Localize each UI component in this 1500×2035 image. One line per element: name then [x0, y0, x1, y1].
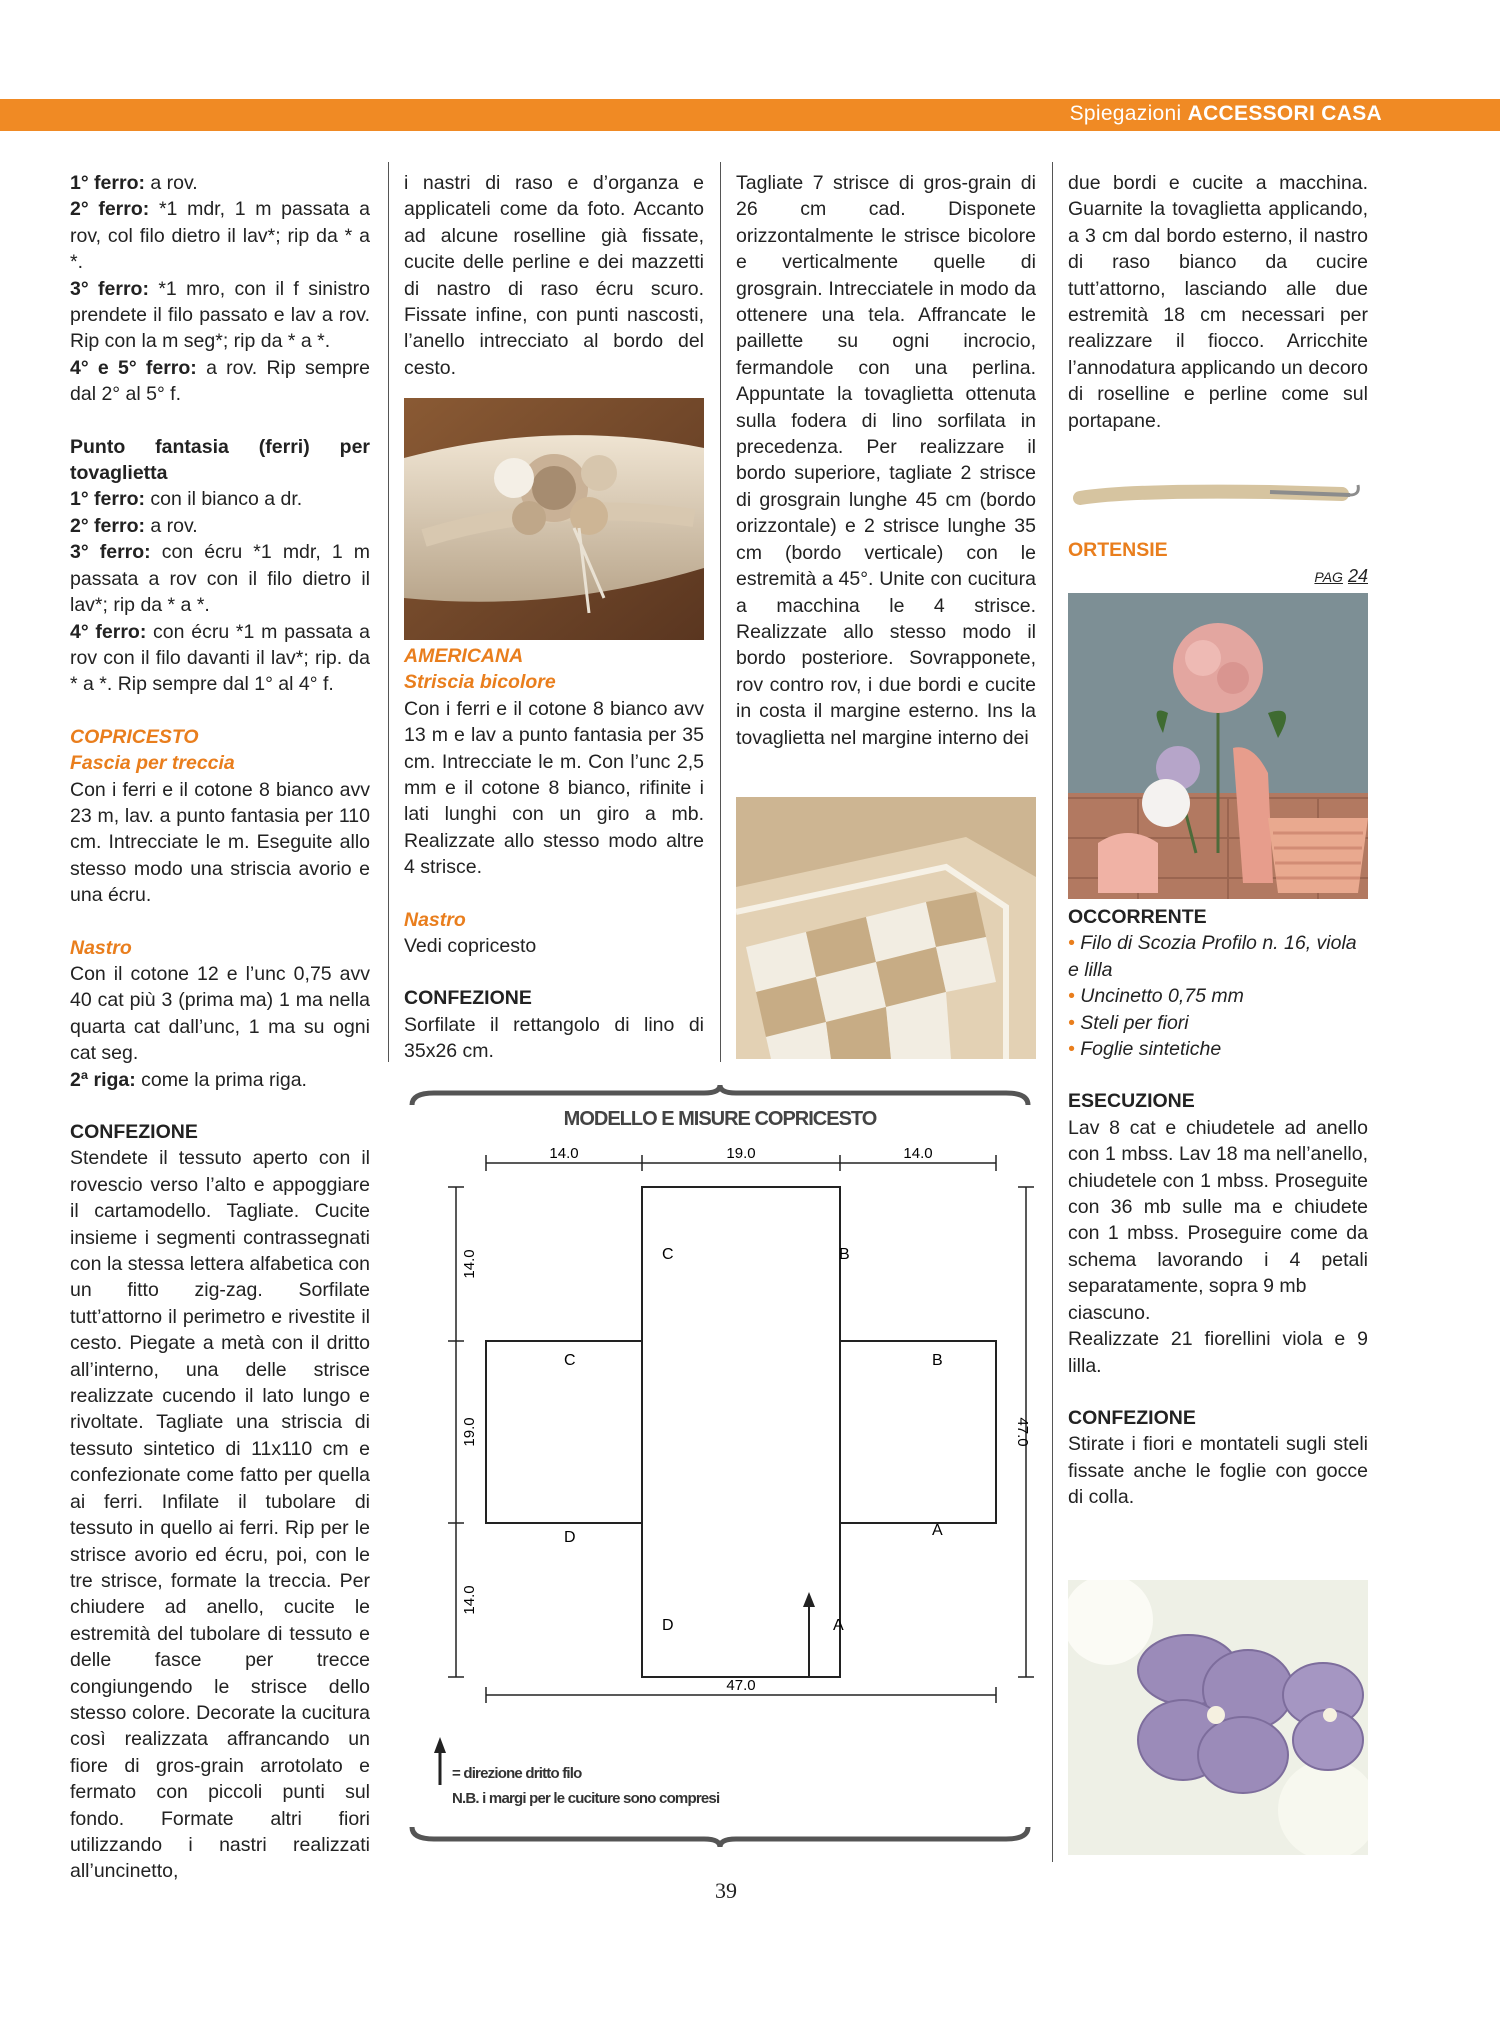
americana-text: Con i ferri e il cotone 8 bianco avv 13 m e lav a punto fantasia per 35 cm. Intrecciate le m. Con l’unc 2,5 mm e il cotone 8 bianco, rifinite i lati lunghi con un giro a mb. Realizzate allo stesso modo altre 4 strisce.: [404, 697, 704, 879]
bottom-brace: [412, 1827, 1028, 1847]
header-prefix: Spiegazioni: [1069, 102, 1182, 125]
pf-1-text: con il bianco a dr.: [144, 488, 303, 511]
copricesto-title: COPRICESTO: [70, 725, 199, 748]
ferro-1-label: 1° ferro:: [70, 172, 145, 194]
column-2: [404, 170, 704, 381]
letter-b-top: B: [839, 1246, 850, 1263]
ortensie-heading-block: [1068, 537, 1368, 591]
column-2-lower: [404, 643, 704, 1065]
diagram-title: MODELLO E MISURE COPRICESTO: [563, 1108, 877, 1130]
bullet-icon: •: [1068, 1038, 1081, 1061]
americana-title: AMERICANA: [404, 645, 524, 667]
col4-intro-text: due bordi e cucite a macchina. Guarnite la tovaglietta applicando, a 3 cm dal bordo esterno, il nastro di raso bianco da cucire tutt’attorno, lasciando alle due estremità 18 cm necessari per realizzare il fiocco. Arricchite l’annodatura applicando un decoro di roselline e perline come sul portapane.: [1068, 172, 1368, 432]
letter-a-bottom: A: [833, 1617, 844, 1634]
top-brace: [412, 1085, 1028, 1105]
occorrente-item: [1068, 983, 1368, 1009]
ferro-3-text: *1 mro, con il f sinistro prendete il filo passato e lav a rov. Rip con la m seg*; rip da * a *.: [70, 277, 370, 353]
letter-c-top: C: [662, 1246, 674, 1263]
column-divider: [388, 162, 389, 1062]
ortensie-title: ORTENSIE: [1068, 539, 1168, 561]
bottom-dim: 47.0: [726, 1677, 756, 1694]
pf-3-text: con écru *1 mdr, 1 m passata a rov con il filo dietro il lav*; rip da * a *.: [70, 541, 371, 617]
right-dim: 47.0: [1014, 1417, 1031, 1447]
hydrangea-photo: [1068, 593, 1368, 899]
esecuzione-title: ESECUZIONE: [1068, 1090, 1195, 1113]
nastro-title: Nastro: [70, 936, 132, 959]
bullet-icon: •: [1068, 1011, 1081, 1034]
pf-1-label: 1° ferro:: [70, 488, 145, 511]
letter-d-bottom: D: [662, 1617, 674, 1634]
placemat-photo: [736, 797, 1036, 1059]
crochet-hook-image: [1070, 470, 1366, 520]
nastro-2-title: Nastro: [404, 908, 466, 931]
pf-2-text: a rov.: [144, 514, 198, 537]
ferro-1-text: a rov.: [144, 172, 198, 194]
letter-b-mid: B: [932, 1352, 943, 1369]
occorrente-item: [1068, 1010, 1368, 1036]
copricesto-text: Con i ferri e il cotone 8 bianco avv 23 m, lav. a punto fantasia per 110 cm. Intrecciate le m. Eseguite allo stesso modo una striscia avorio e una écru.: [70, 778, 370, 907]
copricesto-subtitle: Fascia per treccia: [70, 752, 235, 775]
occorrente-item-text: Foglie sintetiche: [1080, 1038, 1222, 1061]
occorrente-list: [1068, 930, 1368, 1062]
column-divider: [720, 162, 721, 1062]
col3-text: Tagliate 7 strisce di gros-grain di 26 cm cad. Disponete orizzontalmente le strisce bicolore e verticalmente quelle di grosgrain. Intrecciatele in modo da ottenere una tela. Affrancate le paillette su ogni incrocio, fermandole con una perlina. Appuntate la tovaglietta ottenuta sulla fodera di lino sorfilata in precedenza. Per realizzare il bordo superiore, tagliate 2 strisce di grosgrain lunghe 45 cm (bordo orizzontale) e 2 strisce lunghe 35 cm (bordo verticale) con le estremità a 45°. Unite con cucitura a macchina le 4 strisce. Realizzate allo stesso modo il bordo posteriore. Sovrapponete, rov contro rov, i due bordi e cucite in costa il margine esterno. Ins la tovaglietta nel margine interno dei: [736, 172, 1036, 749]
left-dim-3: 14.0: [461, 1585, 478, 1615]
occorrente-title: OCCORRENTE: [1068, 906, 1207, 928]
bullet-icon: •: [1068, 932, 1081, 955]
ferro-2-text: *1 mdr, 1 m passata a rov, col filo dietro il lav*; rip da * a *.: [70, 198, 370, 274]
top-dim-1: 14.0: [549, 1145, 579, 1162]
grain-arrow-head: [803, 1592, 815, 1607]
crochet-flowers-photo: [1068, 1580, 1368, 1855]
riga-2-label: 2ª riga:: [70, 1068, 136, 1091]
column-4-lower: [1068, 904, 1368, 1511]
pf-4-text: con écru *1 m passata a rov con il filo davanti il lav*; rip. da * a *. Rip sempre dal 1° al 4° f.: [70, 620, 370, 696]
cross-pattern-outline: [486, 1187, 996, 1677]
letter-d-mid: D: [564, 1529, 576, 1546]
top-dim-2: 19.0: [726, 1145, 756, 1162]
left-dim-2: 19.0: [461, 1417, 478, 1447]
occorrente-item-text: Filo di Scozia Profilo n. 16, viola e lilla: [1068, 932, 1357, 981]
column-divider: [1052, 162, 1053, 1862]
esecuzione-text-2: ciascuno.: [1068, 1301, 1151, 1324]
header-bar: [0, 99, 1500, 131]
americana-subtitle: Striscia bicolore: [404, 671, 556, 694]
header-title: ACCESSORI CASA: [1187, 102, 1382, 125]
column-3: [736, 170, 1036, 751]
ferro-2-label: 2° ferro:: [70, 198, 150, 221]
pag-label: PAG: [1314, 569, 1343, 586]
column-1: [70, 170, 370, 1885]
confezione-2-text: Sorfilate il rettangolo di lino di 35x26 cm.: [404, 1013, 704, 1063]
pag-number: 24: [1347, 566, 1368, 587]
occorrente-item: [1068, 930, 1368, 983]
left-dim-1: 14.0: [461, 1249, 478, 1279]
confezione-2-title: CONFEZIONE: [404, 987, 532, 1010]
confezione-text: Stendete il tessuto aperto con il rovescio verso l’alto e appoggiare il cartamodello. Tagliate. Cucite insieme i segmenti contrassegnati con la stessa lettera alfabetica con un fitto zig-zag. Sorfilate tutt’attorno il perimetro e rivestite il cesto. Piegate a metà con il dritto all’interno, una delle strisce realizzate cucendo il lato lungo e rivoltate. Tagliate una striscia di tessuto sintetico di 11x110 cm e confezionate come fatto per quella ai ferri. Infilate il tubolare di tessuto in quello ai ferri. Rip per le strisce avorio ed écru, poi, con le tre strisce, formate la treccia. Per chiudere ad anello, cucite le estremità del tubolare di tessuto e delle fasce per trecce congiungendo le strisce dello stesso colore. Decorate la cucitura così realizzata affrancando un fiore di gros-grain arrotolato e fermato con piccoli punti sul fondo. Formate altri fiori utilizzando i nastri realizzati all’uncinetto,: [70, 1147, 370, 1883]
esecuzione-text: Lav 8 cat e chiudetele ad anello con 1 mbss. Lav 18 ma nell’anello, chiudetele con 1 mbss. Proseguite con 36 mb sulle ma e chiudete con 1 mbss. Proseguire come da schema lavorando i 4 petali separatamente, sopra 9 mb: [1068, 1116, 1368, 1298]
riga-2-text: come la prima riga.: [135, 1068, 307, 1091]
letter-a-mid: A: [932, 1522, 943, 1539]
section-title: [1070, 102, 1382, 126]
ferro-45-label: 4° e 5° ferro:: [70, 356, 197, 379]
column-4: [1068, 170, 1368, 434]
legend-arrow-text: = direzione dritto filo: [452, 1765, 582, 1782]
nastro-text: Con il cotone 12 e l’unc 0,75 avv 40 cat più 3 (prima ma) 1 ma nella quarta cat dall’unc, 1 ma su ogni cat seg.: [70, 962, 370, 1065]
top-dim-3: 14.0: [903, 1145, 933, 1162]
ferro-45-text: a rov. Rip sempre dal 2° al 5° f.: [70, 356, 370, 406]
nastro-2-text: Vedi copricesto: [404, 935, 537, 958]
page-number: 39: [715, 1878, 737, 1903]
col2-intro-text: i nastri di raso e d’organza e applicateli come da foto. Accanto ad alcune roselline già fissate, cucite delle perline e dei mazzetti di nastro di raso écru scuro. Fissate infine, con punti nascosti, l’anello intrecciato al bordo del cesto.: [404, 172, 704, 379]
punto-fantasia-title: Punto fantasia (ferri) per tovaglietta: [70, 435, 370, 485]
letter-c-mid: C: [564, 1352, 576, 1369]
confezione-4-text: Stirate i fiori e montateli sugli steli fissate anche le foglie con gocce di colla.: [1068, 1433, 1368, 1509]
occorrente-item: [1068, 1036, 1368, 1062]
ring-basket-photo: [404, 398, 704, 640]
page-reference: [1068, 563, 1368, 590]
bullet-icon: •: [1068, 985, 1081, 1008]
confezione-4-title: CONFEZIONE: [1068, 1406, 1196, 1429]
pf-4-label: 4° ferro:: [70, 620, 147, 643]
legend-note: N.B. i margi per le cuciture sono compresi: [452, 1790, 720, 1807]
pf-3-label: 3° ferro:: [70, 541, 151, 564]
confezione-title: CONFEZIONE: [70, 1121, 198, 1143]
occorrente-item-text: Steli per fiori: [1080, 1011, 1189, 1034]
pattern-diagram: [404, 1085, 1036, 1847]
esecuzione-text-3: Realizzate 21 fiorellini viola e 9 lilla.: [1068, 1328, 1368, 1377]
pf-2-label: 2° ferro:: [70, 514, 145, 537]
ferro-3-label: 3° ferro:: [70, 277, 149, 300]
occorrente-item-text: Uncinetto 0,75 mm: [1080, 985, 1244, 1008]
